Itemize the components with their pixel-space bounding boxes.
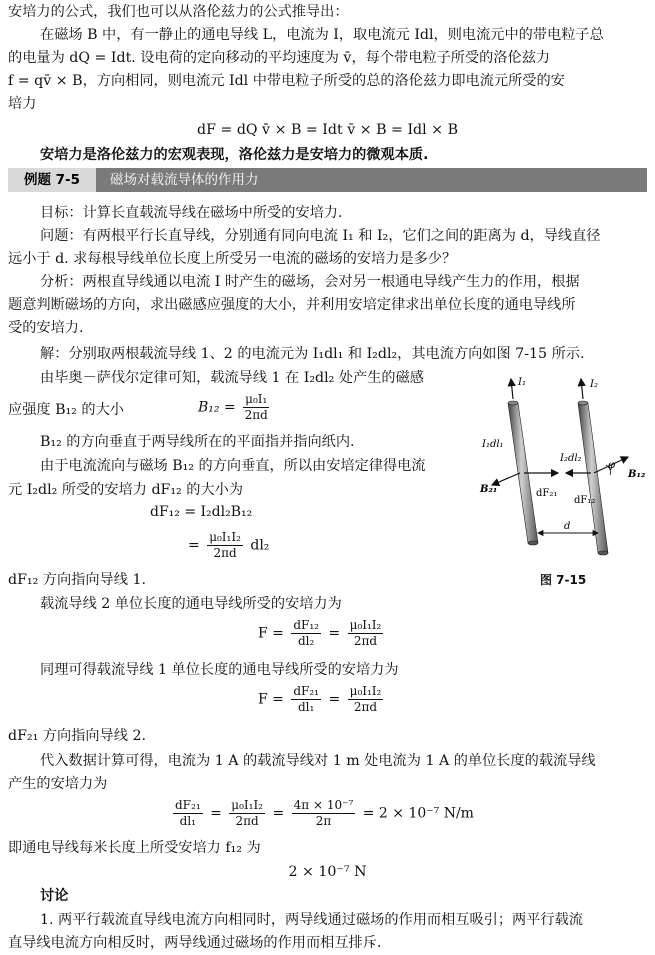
eq-calc: [170, 798, 474, 829]
eq-calc-d2: 2πd: [235, 814, 259, 828]
discuss-line: 直导线电流方向相反时，两导线通过磁场的作用而相互排斥.: [8, 935, 382, 951]
dir-line: dF₂₁ 方向指向导线 2.: [8, 728, 146, 744]
eq-f1-lhs: F =: [258, 691, 284, 708]
eq-b12: [198, 392, 272, 423]
eq-b12-lhs: B₁₂ =: [198, 399, 236, 416]
discuss-heading: 讨论: [40, 888, 69, 904]
eq-f2-d2: 2πd: [353, 634, 378, 648]
intro-line: 安培力的公式，我们也可以从洛伦兹力的公式推导出：: [8, 4, 349, 20]
intro-line: 的电量为 dQ = Idt. 设电荷的定向移动的平均速度为 v̄，每个带电粒子所受的洛伦兹力: [8, 50, 551, 66]
solution-line: 解：分别取两根载流导线 1、2 的电流元为 I₁dl₁ 和 I₂dl₂，其电流方向如图 7-15 所示.: [40, 346, 585, 362]
label-dF12: dF₁₂: [574, 495, 596, 506]
eq-df12-num: μ₀I₁I₂: [209, 530, 241, 544]
eq-df12-eq: =: [188, 537, 200, 554]
eq-calc-n2: μ₀I₁I₂: [231, 798, 263, 812]
eq-calc-d3: 2π: [315, 814, 332, 828]
eq-f2: [258, 618, 386, 649]
formula-dF: dF = dQ v̄ × B = Idt v̄ × B = Idl × B: [196, 122, 459, 138]
eq-f1-d2: 2πd: [353, 700, 378, 714]
eq-df12-den: 2πd: [213, 546, 237, 560]
eq-df12-line2: [188, 530, 269, 561]
eq-f2-lhs: F =: [258, 625, 284, 642]
eq-f1-n2: μ₀I₁I₂: [349, 684, 382, 698]
eq-calc-n1: dF₂₁: [175, 798, 201, 812]
goal: 目标：计算长直载流导线在磁场中所受的安培力.: [40, 205, 343, 221]
perp-line: 由于电流流向与磁场 B₁₂ 的方向垂直，所以由安培定律得电流: [40, 458, 426, 474]
analysis-line: 分析：两根直导线通以电流 I 时产生的磁场，会对另一根通电导线产生力的作用，根据: [40, 274, 580, 290]
unit-line: 同理可得载流导线 1 单位长度的通电导线所受的安培力为: [40, 662, 399, 678]
label-I2: I₂: [590, 379, 598, 390]
figure-caption: 图 7-15: [540, 573, 587, 587]
label-I1dl1: I₁dl₁: [482, 439, 504, 450]
unit-line: 载流导线 2 单位长度的通电导线所受的安培力为: [40, 596, 342, 612]
label-d: d: [564, 521, 571, 532]
perp-line: 元 I₂dl₂ 所受的安培力 dF₁₂ 的大小为: [8, 482, 244, 498]
eq-b12-num: μ₀I₁: [245, 392, 268, 406]
eq-f1-eq: =: [328, 691, 341, 708]
example-banner: [8, 168, 647, 192]
example-title: 磁场对载流导体的作用力: [110, 172, 259, 188]
biot-line: 应强度 B₁₂ 的大小: [8, 402, 124, 418]
discuss-line: 1. 两平行载流直导线电流方向相同时，两导线通过磁场的作用而相互吸引；两平行载流: [40, 912, 583, 928]
label-B21: B₂₁: [480, 484, 498, 495]
eq-f2-d1: dl₂: [298, 634, 315, 648]
label-phi: φ: [608, 460, 616, 471]
eq-f2-n2: μ₀I₁I₂: [349, 618, 382, 632]
analysis-line: 题意判断磁场的方向，求出磁感应强度的大小，并利用安培定律求出单位长度的通电导线所: [8, 297, 576, 313]
current-arrow-1: [511, 379, 513, 399]
eq-df12-dl2: dl₂: [250, 537, 270, 554]
intro-line: 培力: [8, 96, 37, 112]
dir-line: B₁₂ 的方向垂直于两导线所在的平面指并指向纸内.: [40, 434, 355, 450]
biot-line: 由毕奥－萨伐尔定律可知，载流导线 1 在 I₂dl₂ 处产生的磁感: [40, 370, 424, 386]
eq-calc-eq1: =: [210, 805, 222, 822]
calc-line: 代入数据计算可得，电流为 1 A 的载流导线对 1 m 处电流为 1 A 的单位长度的载流导线: [40, 753, 596, 769]
eq-calc-rhs: = 2 × 10⁻⁷ N/m: [362, 805, 474, 822]
wire-2: [578, 401, 608, 555]
eq-b12-den: 2πd: [244, 408, 268, 422]
calc-line: 产生的安培力为: [8, 776, 108, 792]
label-I1: I₁: [518, 377, 526, 388]
label-I2dl2: I₂dl₂: [560, 453, 582, 464]
problem-line: 问题：有两根平行长直导线，分别通有同向电流 I₁ 和 I₂，它们之间的距离为 d，导线直径: [40, 228, 601, 244]
eq-df12-line1: dF₁₂ = I₂dl₂B₁₂: [150, 504, 253, 520]
eq-calc-eq2: =: [272, 805, 285, 822]
eq-calc-d1: dl₁: [179, 814, 196, 828]
eq-f1-n1: dF₂₁: [293, 684, 319, 698]
intro-line: 在磁场 B 中，有一静止的通电导线 L，电流为 I，取电流元 Idl，则电流元中的带电粒子总: [40, 27, 604, 43]
intro-line: f = qv̄ × B，方向相同，则电流元 Idl 中带电粒子所受的总的洛伦兹力即电流元所受的安: [8, 73, 565, 89]
meter-value: 2 × 10⁻⁷ N: [288, 864, 367, 880]
label-B12: B₁₂: [628, 469, 646, 480]
figure-parallel-wires: [478, 373, 650, 568]
eq-f2-eq: =: [328, 625, 341, 642]
problem-line: 远小于 d. 求每根导线单位长度上所受另一电流的磁场的安培力是多少？: [8, 251, 457, 267]
eq-f1: [258, 684, 386, 715]
conclusion: 安培力是洛伦兹力的宏观表现，洛伦兹力是安培力的微观本质.: [40, 147, 429, 163]
label-dF21: dF₂₁: [536, 488, 558, 499]
eq-f2-n1: dF₁₂: [293, 618, 319, 632]
analysis-line: 受的安培力.: [8, 320, 84, 336]
meter-line: 即通电导线每米长度上所受安培力 f₁₂ 为: [8, 840, 261, 856]
dir-line: dF₁₂ 方向指向导线 1.: [8, 572, 146, 588]
eq-f1-d1: dl₁: [298, 700, 315, 714]
eq-calc-n3: 4π × 10⁻⁷: [293, 798, 354, 812]
current-arrow-2: [581, 379, 583, 399]
example-label: 例题 7-5: [8, 168, 96, 192]
